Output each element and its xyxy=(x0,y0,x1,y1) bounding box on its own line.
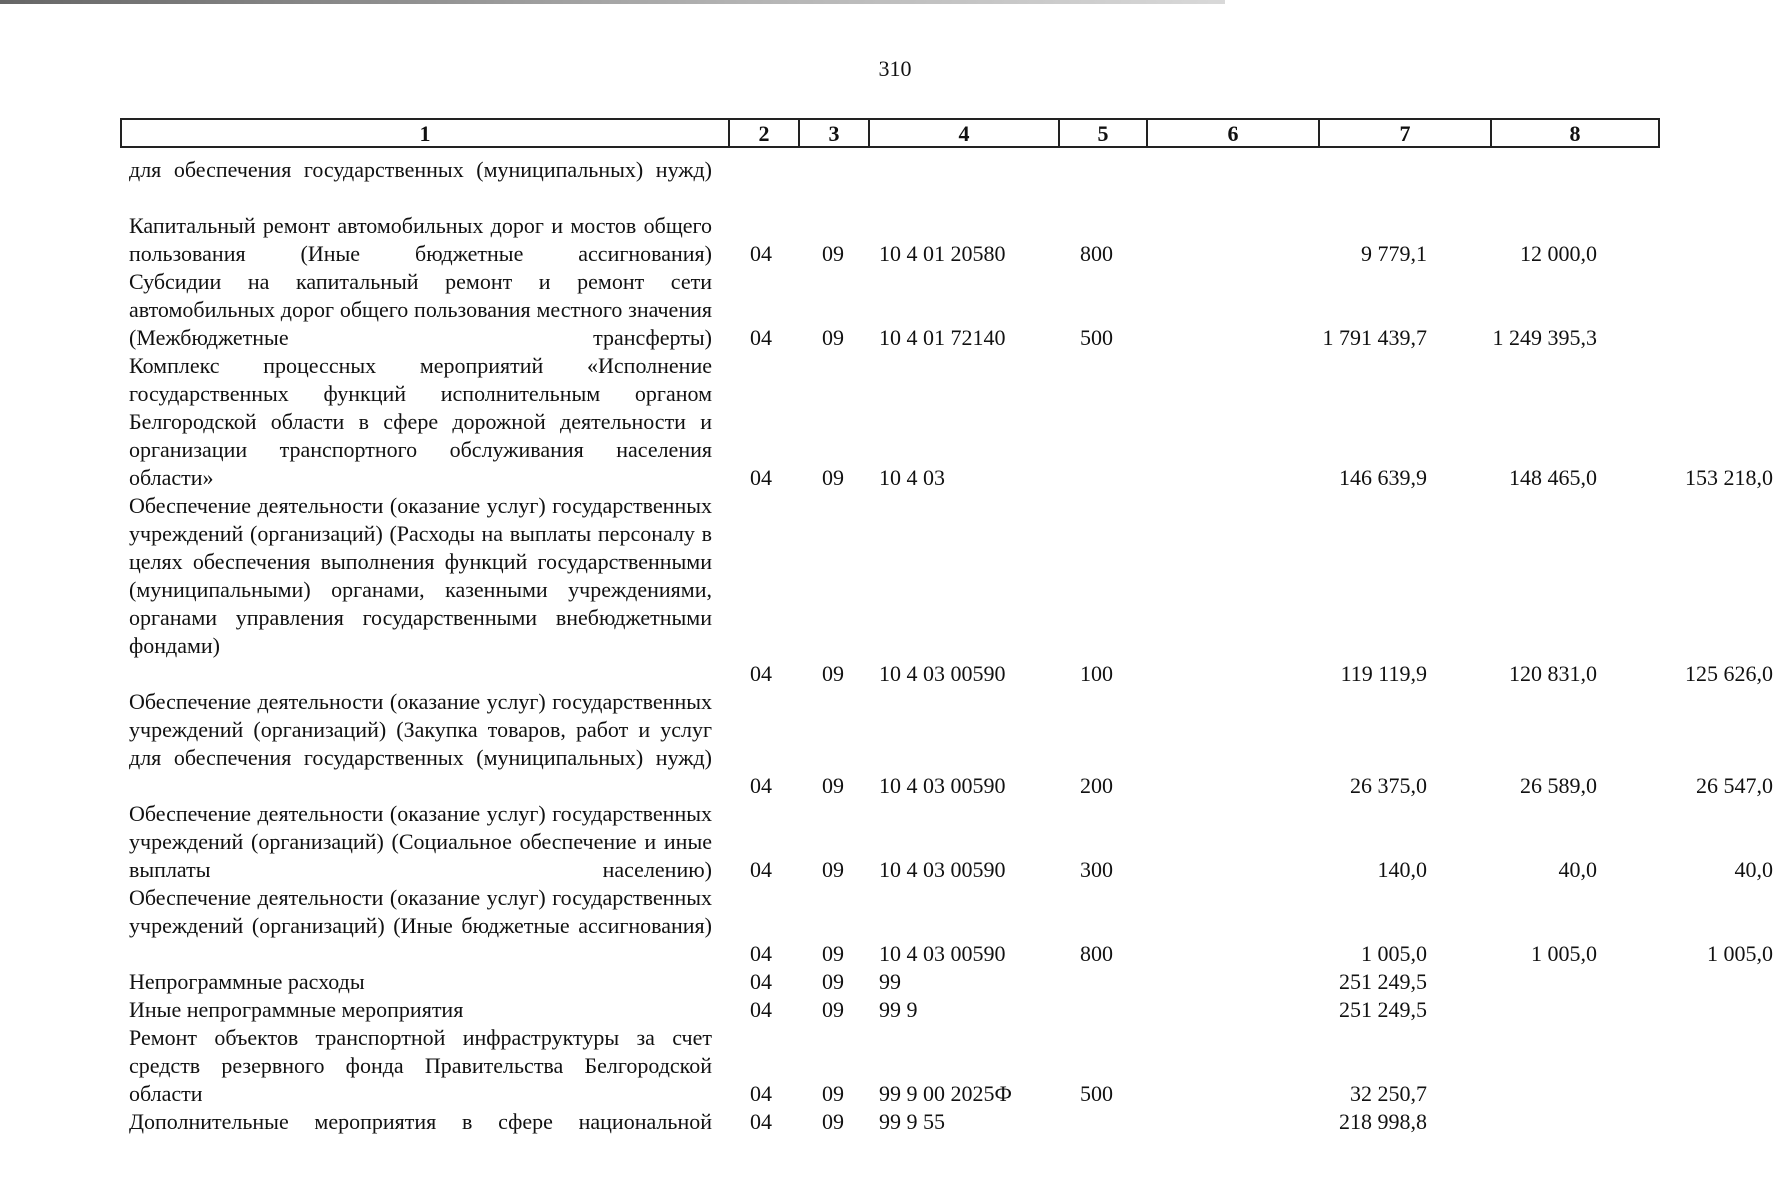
row-8-values xyxy=(120,940,1773,968)
row-5-col-8: 125 626,0 xyxy=(1685,661,1773,686)
header-col-5: 5 xyxy=(1058,118,1146,148)
row-8-col-5: 800 xyxy=(1080,941,1113,966)
row-8-col-2: 04 xyxy=(750,941,772,966)
row-5-col-5: 100 xyxy=(1080,661,1113,686)
budget-table xyxy=(120,118,1773,1158)
row-9-text: Непрограммные расходы xyxy=(129,969,365,994)
row-3-col-7: 1 249 395,3 xyxy=(1492,325,1597,350)
row-7-col-7: 40,0 xyxy=(1558,857,1597,882)
header-col-2: 2 xyxy=(728,118,798,148)
row-11-values xyxy=(120,1080,1660,1108)
row-2-values xyxy=(120,240,1660,268)
row-5-col-2: 04 xyxy=(750,661,772,686)
header-col-4: 4 xyxy=(868,118,1058,148)
row-12-text: Дополнительные мероприятия в сфере национальной xyxy=(129,1109,712,1134)
header-col-8: 8 xyxy=(1490,118,1660,148)
row-3-col-5: 500 xyxy=(1080,325,1113,350)
row-12-col-6: 218 998,8 xyxy=(1339,1109,1427,1134)
row-6-col-7: 26 589,0 xyxy=(1520,773,1597,798)
row-7-col-3: 09 xyxy=(822,857,844,882)
row-8-col-4: 10 4 03 00590 xyxy=(879,941,1006,966)
row-5-values xyxy=(120,660,1773,688)
row-10-col-3: 09 xyxy=(822,997,844,1022)
row-8-col-6: 1 005,0 xyxy=(1361,941,1427,966)
row-6-col-6: 26 375,0 xyxy=(1350,773,1427,798)
row-4-col-6: 146 639,9 xyxy=(1339,465,1427,490)
row-6-values xyxy=(120,772,1773,800)
row-11-col-2: 04 xyxy=(750,1081,772,1106)
row-9-values xyxy=(120,968,1660,996)
row-9-col-6: 251 249,5 xyxy=(1339,969,1427,994)
header-col-7: 7 xyxy=(1318,118,1490,148)
row-3-col-2: 04 xyxy=(750,325,772,350)
row-6-col-5: 200 xyxy=(1080,773,1113,798)
row-10-text: Иные непрограммные мероприятия xyxy=(129,997,464,1022)
row-12-col-4: 99 9 55 xyxy=(879,1109,945,1134)
row-2-col-2: 04 xyxy=(750,241,772,266)
header-col-3: 3 xyxy=(798,118,868,148)
row-10-col-2: 04 xyxy=(750,997,772,1022)
row-3-col-3: 09 xyxy=(822,325,844,350)
row-5-col-4: 10 4 03 00590 xyxy=(879,661,1006,686)
row-7-col-8: 40,0 xyxy=(1734,857,1773,882)
row-7-col-4: 10 4 03 00590 xyxy=(879,857,1006,882)
row-6-col-8: 26 547,0 xyxy=(1696,773,1773,798)
row-7-col-6: 140,0 xyxy=(1377,857,1427,882)
row-9-col-2: 04 xyxy=(750,969,772,994)
row-4-col-7: 148 465,0 xyxy=(1509,465,1597,490)
row-2-col-3: 09 xyxy=(822,241,844,266)
row-8-col-7: 1 005,0 xyxy=(1531,941,1597,966)
row-8-text: Обеспечение деятельности (оказание услуг) государственных учреждений (организаций) (Иные бюджетные ассигнования) xyxy=(129,885,712,938)
row-2-col-7: 12 000,0 xyxy=(1520,241,1597,266)
header-col-1: 1 xyxy=(120,118,728,148)
row-12-col-3: 09 xyxy=(822,1109,844,1134)
row-4-col-8: 153 218,0 xyxy=(1685,465,1773,490)
row-6-text: Обеспечение деятельности (оказание услуг) государственных учреждений (организаций) (Закупка товаров, работ и услуг для обеспечения государственных (муниципальных) нужд) xyxy=(129,689,712,770)
row-11-text: Ремонт объектов транспортной инфраструктуры за счет средств резервного фонда Правительства Белгородской области xyxy=(129,1025,712,1106)
row-2-text: Капитальный ремонт автомобильных дорог и мостов общего пользования (Иные бюджетные ассигнования) xyxy=(129,213,712,266)
row-3-values xyxy=(120,324,1660,352)
row-12-values xyxy=(120,1108,1660,1136)
row-5-col-7: 120 831,0 xyxy=(1509,661,1597,686)
row-8-col-3: 09 xyxy=(822,941,844,966)
row-4-col-4: 10 4 03 xyxy=(879,465,945,490)
row-2-col-6: 9 779,1 xyxy=(1361,241,1427,266)
row-10-col-6: 251 249,5 xyxy=(1339,997,1427,1022)
row-1-text: для обеспечения государственных (муниципальных) нужд) xyxy=(129,157,712,182)
row-11-col-5: 500 xyxy=(1080,1081,1113,1106)
row-5-col-3: 09 xyxy=(822,661,844,686)
row-10-values xyxy=(120,996,1660,1024)
row-4-text: Комплекс процессных мероприятий «Исполнение государственных функций исполнительным органом Белгородской области в сфере дорожной деятельности и организации транспортного обслуживания населения области» xyxy=(129,353,712,490)
row-8-col-8: 1 005,0 xyxy=(1707,941,1773,966)
row-2-col-5: 800 xyxy=(1080,241,1113,266)
page-number: 310 xyxy=(878,56,912,81)
row-12-col-2: 04 xyxy=(750,1109,772,1134)
row-4-values xyxy=(120,464,1773,492)
row-4-col-2: 04 xyxy=(750,465,772,490)
row-6-col-2: 04 xyxy=(750,773,772,798)
scan-edge xyxy=(0,0,1225,4)
row-5-text: Обеспечение деятельности (оказание услуг) государственных учреждений (организаций) (Расходы на выплаты персоналу в целях обеспечения выполнения функций государственными (муниципальными) органами, казенными учреждениями, органами управления государственными внебюджетными фондами) xyxy=(129,493,712,658)
header-col-6: 6 xyxy=(1146,118,1318,148)
row-2-col-4: 10 4 01 20580 xyxy=(879,241,1006,266)
row-7-col-2: 04 xyxy=(750,857,772,882)
row-11-col-4: 99 9 00 2025Ф xyxy=(879,1081,1012,1106)
row-6-col-3: 09 xyxy=(822,773,844,798)
row-7-text: Обеспечение деятельности (оказание услуг) государственных учреждений (организаций) (Социальное обеспечение и иные выплаты населению) xyxy=(129,801,712,882)
row-10-col-4: 99 9 xyxy=(879,997,918,1022)
row-7-values xyxy=(120,856,1773,884)
row-11-col-6: 32 250,7 xyxy=(1350,1081,1427,1106)
row-3-col-6: 1 791 439,7 xyxy=(1322,325,1427,350)
row-11-col-3: 09 xyxy=(822,1081,844,1106)
row-3-text: Субсидии на капитальный ремонт и ремонт сети автомобильных дорог общего пользования местного значения (Межбюджетные трансферты) xyxy=(129,269,712,350)
row-7-col-5: 300 xyxy=(1080,857,1113,882)
row-9-col-4: 99 xyxy=(879,969,901,994)
row-9-col-3: 09 xyxy=(822,969,844,994)
row-4-col-3: 09 xyxy=(822,465,844,490)
row-5-col-6: 119 119,9 xyxy=(1340,661,1427,686)
row-6-col-4: 10 4 03 00590 xyxy=(879,773,1006,798)
row-3-col-4: 10 4 01 72140 xyxy=(879,325,1006,350)
